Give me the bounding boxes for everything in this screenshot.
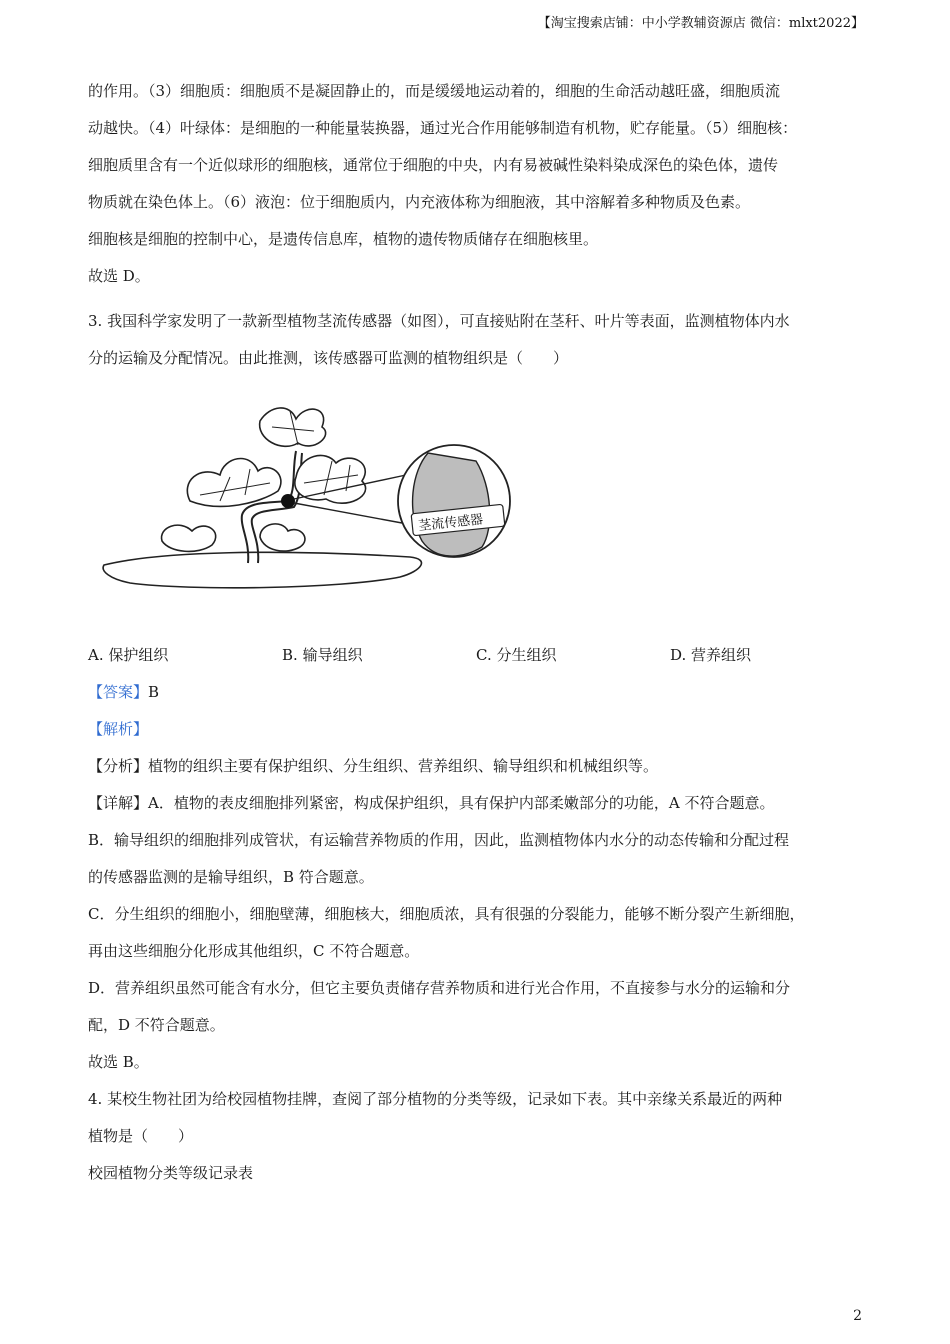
sensor-patch xyxy=(413,453,490,556)
leaf-low-right xyxy=(260,524,305,551)
q2-line: 细胞核是细胞的控制中心，是遗传信息库，植物的遗传物质储存在细胞核里。 xyxy=(88,230,599,248)
q3-detail-line: 再由这些细胞分化形成其他组织，C 不符合题意。 xyxy=(88,942,420,960)
sensor-label: 茎流传感器 xyxy=(417,512,484,535)
option-c[interactable]: C. 分生组织 xyxy=(476,646,557,664)
q3-detail-line: D．营养组织虽然可能含有水分，但它主要负责储存营养物质和进行光合作用，不直接参与水分的运输和分 xyxy=(88,979,791,997)
q3-detail-line: C．分生组织的细胞小，细胞壁薄，细胞核大，细胞质浓，具有很强的分裂能力，能够不断分裂产生新细胞， xyxy=(88,905,805,923)
answer-value: B xyxy=(148,683,160,701)
ground-outline xyxy=(103,552,421,587)
q3-conclusion: 故选 B。 xyxy=(88,1053,149,1071)
q3-options xyxy=(88,637,864,674)
leaf-top xyxy=(260,408,326,446)
analysis-tag: 【解析】 xyxy=(88,720,149,738)
answer-tag: 【答案】 xyxy=(88,683,149,701)
q3-detail-line: 【详解】A．植物的表皮细胞排列紧密，构成保护组织，具有保护内部柔嫩部分的功能，A 不符合题意。 xyxy=(88,794,775,812)
q3-answer xyxy=(88,674,864,711)
q3-detail-line: 配，D 不符合题意。 xyxy=(88,1016,225,1034)
page-header: 【淘宝搜索店铺：中小学教辅资源店 微信：mlxt2022】 xyxy=(537,16,864,31)
q3-stem-line: 3. 我国科学家发明了一款新型植物茎流传感器（如图），可直接贴附在茎秆、叶片等表面，监测植物体内水 xyxy=(88,312,790,330)
plant-sensor-illustration xyxy=(100,391,520,603)
q4-stem-line: 植物是（ ） xyxy=(88,1127,194,1145)
leaf-left xyxy=(187,459,281,507)
q3-detail-line: 的传感器监测的是输导组织，B 符合题意。 xyxy=(88,868,374,886)
q2-line: 物质就在染色体上。（6）液泡：位于细胞质内，内充液体称为细胞液，其中溶解着多种物质及色素。 xyxy=(88,193,751,211)
page-content xyxy=(88,73,864,1192)
q3-stem-line: 分的运输及分配情况。由此推测，该传感器可监测的植物组织是（ ） xyxy=(88,349,569,367)
leaf-low-left xyxy=(162,525,216,551)
q2-line: 的作用。（3）细胞质：细胞质不是凝固静止的，而是缓缓地运动着的，细胞的生命活动越旺盛，细胞质流 xyxy=(88,82,781,100)
q4-table-title: 校园植物分类等级记录表 xyxy=(88,1164,254,1182)
q3-figure xyxy=(88,387,864,633)
q2-line: 动越快。（4）叶绿体：是细胞的一种能量装换器，通过光合作用能够制造有机物，贮存能量。（5）细胞核： xyxy=(88,119,798,137)
q4-stem-line: 4. 某校生物社团为给校园植物挂牌，查阅了部分植物的分类等级，记录如下表。其中亲缘关系最近的两种 xyxy=(88,1090,783,1108)
sensor-attach-point xyxy=(281,494,295,508)
q3-detail-line: B．输导组织的细胞排列成管状，有运输营养物质的作用，因此，监测植物体内水分的动态传输和分配过程 xyxy=(88,831,790,849)
q3-fenxi: 【分析】植物的组织主要有保护组织、分生组织、营养组织、输导组织和机械组织等。 xyxy=(88,757,659,775)
q2-line: 细胞质里含有一个近似球形的细胞核，通常位于细胞的中央，内有易被碱性染料染成深色的染色体，遗传 xyxy=(88,156,779,174)
option-a[interactable]: A. 保护组织 xyxy=(88,646,169,664)
option-d[interactable]: D. 营养组织 xyxy=(670,646,752,664)
q2-conclusion: 故选 D。 xyxy=(88,267,150,285)
page-number: 2 xyxy=(853,1308,862,1324)
option-b[interactable]: B. 输导组织 xyxy=(282,646,363,664)
